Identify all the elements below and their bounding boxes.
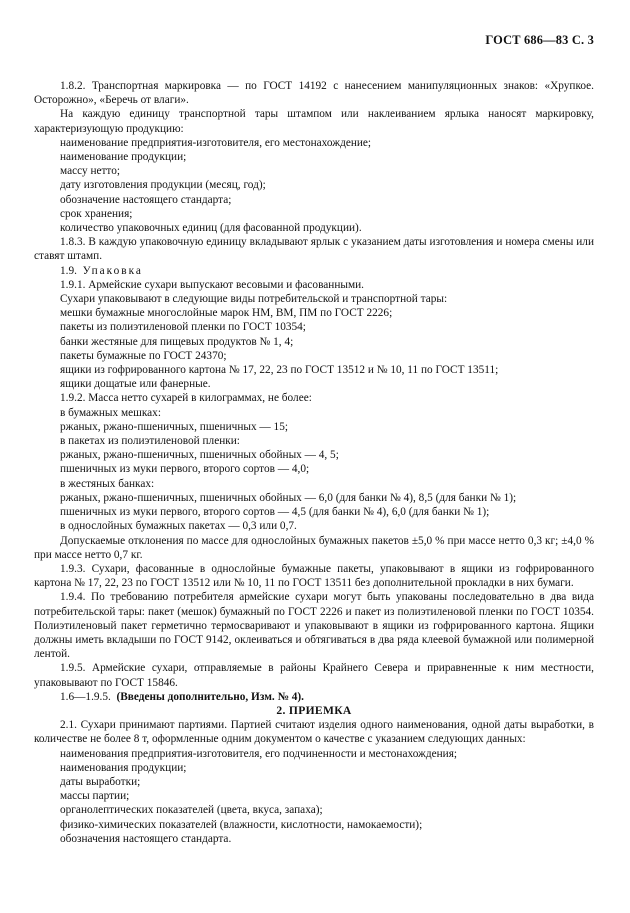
- para-1-8-3: 1.8.3. В каждую упаковочную единицу вкладывают ярлык с указанием даты изготовления и номера смены или ставят штамп.: [34, 236, 594, 263]
- list-item: пшеничных из муки первого, второго сортов — 4,0;: [60, 463, 310, 476]
- list-item: мешки бумажные многослойные марок НМ, ВМ, ПМ по ГОСТ 2226;: [60, 307, 393, 320]
- para-1-8-2: 1.8.2. Транспортная маркировка — по ГОСТ 14192 с нанесением манипуляционных знаков: «Хрупкое. Осторожно», «Беречь от влаги».: [34, 80, 594, 107]
- list-item: наименование продукции;: [60, 151, 187, 164]
- list-item: в пакетах из полиэтиленовой пленки:: [60, 435, 240, 448]
- list-item: количество упаковочных единиц (для фасованной продукции).: [60, 222, 362, 235]
- list-item: наименования предприятия-изготовителя, его подчиненности и местонахождения;: [60, 747, 458, 760]
- amendment-text: (Введены дополнительно, Изм. № 4).: [116, 690, 304, 703]
- para-1-9-2-tolerance: Допускаемые отклонения по массе для однослойных бумажных пакетов ±5,0 % при массе нетто 0,3 кг; ±4,0 % при массе нетто 0,7 кг.: [34, 534, 594, 561]
- list-item: даты выработки;: [60, 775, 141, 788]
- list-item: ржаных, ржано-пшеничных, пшеничных обойных — 4, 5;: [60, 449, 339, 462]
- list-item: массы партии;: [60, 790, 130, 803]
- para-2-1: 2.1. Сухари принимают партиями. Партией считают изделия одного наименования, одной даты выработки, в количестве не более 8 т, оформленные одним документом о качестве с указанием следующих данных:: [34, 719, 594, 746]
- list-item: органолептических показателей (цвета, вкуса, запаха);: [60, 804, 323, 817]
- amendment-note: [34, 690, 594, 704]
- para-1-9-1: 1.9.1. Армейские сухари выпускают весовыми и фасованными.: [60, 278, 364, 291]
- section-number: 1.9.: [60, 264, 77, 277]
- list-item: срок хранения;: [60, 207, 133, 220]
- list-item: обозначения настоящего стандарта.: [60, 832, 232, 845]
- document-body: [34, 79, 594, 846]
- section-heading-1-9: [34, 264, 594, 278]
- section-title: Упаковка: [82, 264, 143, 277]
- para-1-9-3: 1.9.3. Сухари, фасованные в однослойные бумажные пакеты, упаковывают в ящики из гофрированного картона № 17, 22, 23 по ГОСТ 13512 или № 10, 11 по ГОСТ 13511 без дополнительной прокладки в них бумаги.: [34, 562, 594, 590]
- list-item: ящики из гофрированного картона № 17, 22, 23 по ГОСТ 13512 и № 10, 11 по ГОСТ 13511;: [60, 364, 499, 377]
- list-item: пакеты бумажные по ГОСТ 24370;: [60, 349, 227, 362]
- list-item: ржаных, ржано-пшеничных, пшеничных — 15;: [60, 420, 288, 433]
- list-item: пакеты из полиэтиленовой пленки по ГОСТ 10354;: [60, 321, 306, 334]
- list-item: наименования продукции;: [60, 761, 187, 774]
- para-1-9-1-types: Сухари упаковывают в следующие виды потребительской и транспортной тары:: [60, 293, 448, 306]
- page-header: ГОСТ 686—83 С. 3: [485, 33, 594, 47]
- list-item: в бумажных мешках:: [60, 406, 161, 419]
- section-title-acceptance: 2. ПРИЕМКА: [276, 703, 352, 717]
- para-1-9-5: 1.9.5. Армейские сухари, отправляемые в районы Крайнего Севера и приравненные к ним местности, упаковывают по ГОСТ 15846.: [34, 662, 594, 689]
- list-item: ржаных, ржано-пшеничных, пшеничных обойных — 6,0 (для банки № 4), 8,5 (для банки № 1);: [60, 491, 517, 504]
- list-item: дату изготовления продукции (месяц, год);: [60, 179, 266, 192]
- list-item: массу нетто;: [60, 165, 121, 178]
- list-item: пшеничных из муки первого, второго сортов — 4,5 (для банки № 4), 6,0 (для банки № 1);: [60, 506, 490, 519]
- list-item: ящики дощатые или фанерные.: [60, 378, 211, 391]
- list-item: в жестяных банках:: [60, 477, 155, 490]
- list-item: в однослойных бумажных пакетах — 0,3 или 0,7.: [60, 520, 297, 533]
- list-item: обозначение настоящего стандарта;: [60, 193, 232, 206]
- list-item: наименование предприятия-изготовителя, его местонахождение;: [60, 136, 372, 149]
- para-1-9-2: 1.9.2. Масса нетто сухарей в килограммах, не более:: [60, 392, 312, 405]
- list-item: физико-химических показателей (влажности, кислотности, намокаемости);: [60, 818, 423, 831]
- amendment-range: 1.6—1.9.5.: [60, 690, 111, 703]
- para-1-9-4: 1.9.4. По требованию потребителя армейские сухари могут быть упакованы последовательно в два вида потребительской тары: пакет (мешок) бумажный по ГОСТ 2226 и пакет из полиэтиленовой пленки по ГОСТ 10354. Полиэтиленовый пакет герметично термосваривают и упаковывают в ящики из гофрированного картона. Ящики должны иметь вкладыши по ГОСТ 9142, оклеиваться и обтягиваться в два ряда клеевой бумажной или полимерной лентой.: [34, 591, 594, 661]
- list-item: банки жестяные для пищевых продуктов № 1, 4;: [60, 335, 294, 348]
- para-1-8-2-marking: На каждую единицу транспортной тары штампом или наклеиванием ярлыка наносят маркировку, характеризующую продукцию:: [34, 108, 594, 135]
